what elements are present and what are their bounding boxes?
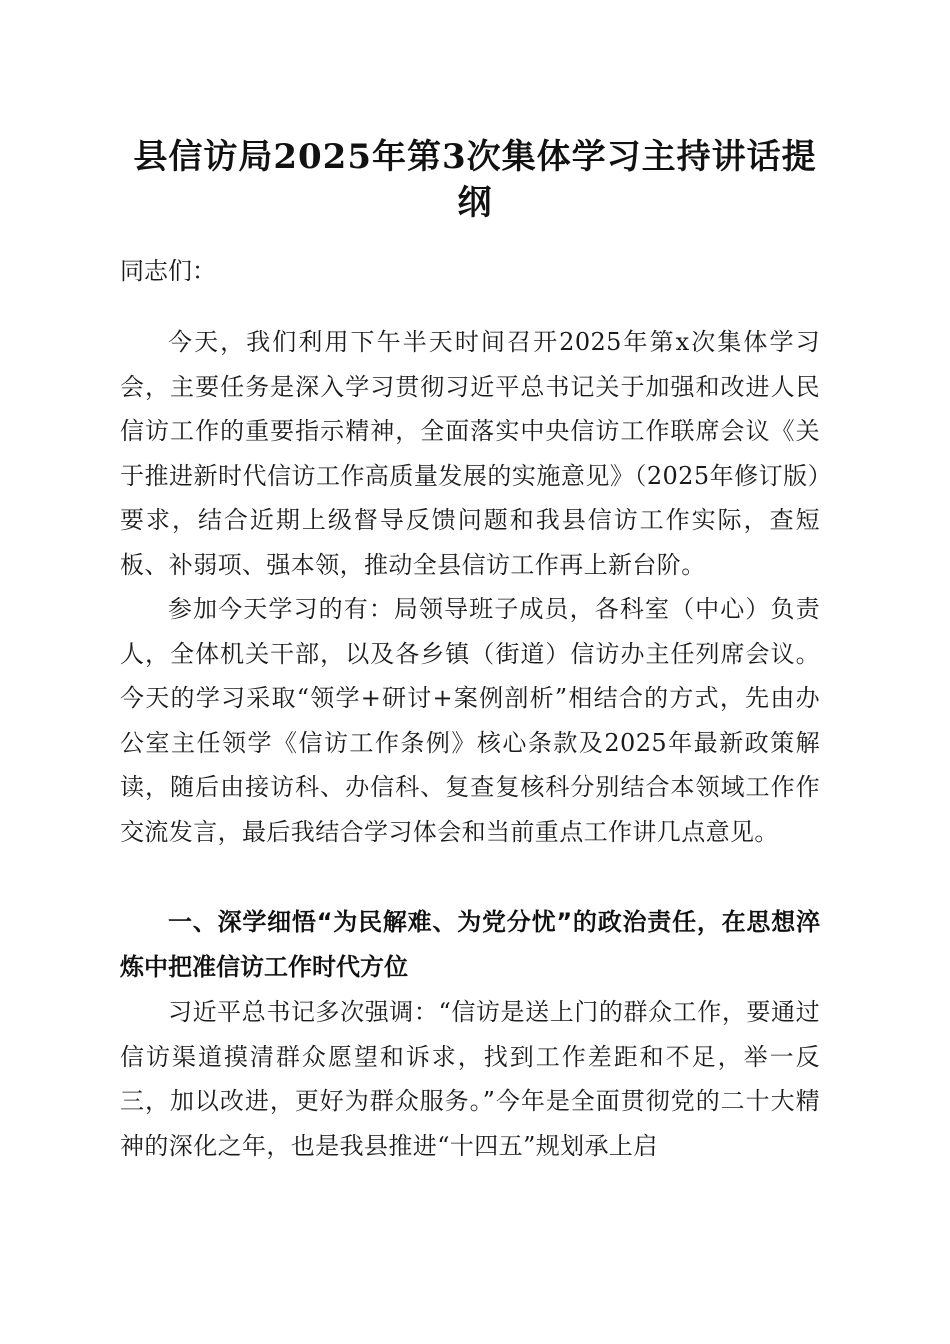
greeting: 同志们： (120, 257, 216, 285)
section-body (120, 990, 820, 1168)
intro-section (120, 320, 820, 854)
section-heading: 一、深学细悟“为民解难、为党分忧”的政治责任，在思想淬炼中把准信访工作时代方位 (120, 908, 820, 981)
document-title: 县信访局2025年第3次集体学习主持讲话提纲 (133, 137, 817, 223)
attendees-paragraph: 参加今天学习的有：局领导班子成员，各科室（中心）负责人，全体机关干部，以及各乡镇（街道）信访办主任列席会议。今天的学习采取“领学+研讨+案例剖析”相结合的方式，先由办公室主任领学《信访工作条例》核心条款及2025年最新政策解读，随后由接访科、办信科、复查复核科分别结合本领域工作作交流发言，最后我结合学习体会和当前重点工作讲几点意见。 (120, 595, 820, 846)
intro-paragraph: 今天，我们利用下午半天时间召开2025年第x次集体学习会，主要任务是深入学习贯彻习近平总书记关于加强和改进人民信访工作的重要指示精神，全面落实中央信访工作联席会议《关于推进新时代信访工作高质量发展的实施意见》（2025年修订版）要求，结合近期上级督导反馈问题和我县信访工作实际，查短板、补弱项、强本领，推动全县信访工作再上新台阶。 (120, 328, 820, 579)
section-paragraph: 习近平总书记多次强调：“信访是送上门的群众工作，要通过信访渠道摸清群众愿望和诉求，找到工作差距和不足，举一反三，加以改进，更好为群众服务。”今年是全面贯彻党的二十大精神的深化之年，也是我县推进“十四五”规划承上启 (120, 998, 820, 1160)
